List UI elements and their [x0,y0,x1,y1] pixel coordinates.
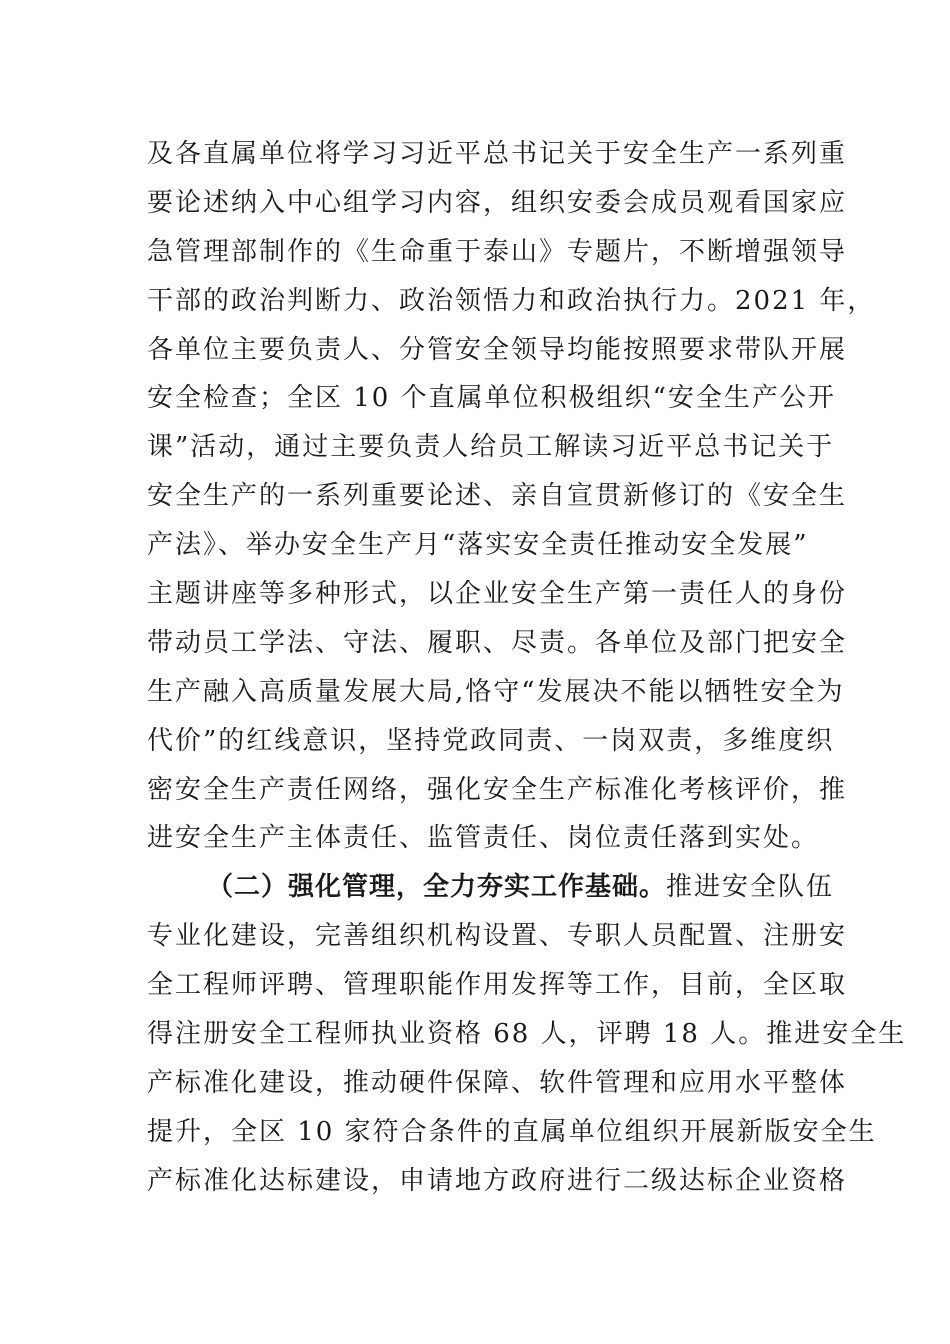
paragraph-1-line-7: 课”活动，通过主要负责人给员工解读习近平总书记关于 [147,432,835,463]
paragraph-1-line-11: 带动员工学法、守法、履职、尽责。各单位及部门把安全 [147,627,848,658]
paragraph-1-line-14: 密安全生产责任网络，强化安全生产标准化考核评价，推 [147,774,848,805]
section-heading: （二）强化管理，全力夯实工作基础。 [207,872,667,903]
paragraph-1-line-6: 安全检查；全区 10 个直属单位积极组织“安全生产公开 [147,383,836,414]
paragraph-1-line-15: 进安全生产主体责任、监管责任、岗位责任落到实处。 [147,823,820,854]
paragraph-2-line-4: 得注册安全工程师执业资格 68 人，评聘 18 人。推进安全生 [147,1019,907,1050]
paragraph-1-line-9: 产法》、举办安全生产月“落实安全责任推动安全发展” [147,530,809,561]
paragraph-2-line-5: 产标准化建设，推动硬件保障、软件管理和应用水平整体 [147,1067,848,1098]
paragraph-1-line-1: 及各直属单位将学习习近平总书记关于安全生产一系列重 [147,139,848,169]
paragraph-2-line-7: 产标准化达标建设，申请地方政府进行二级达标企业资格 [147,1165,848,1196]
paragraph-2-line-3: 全工程师评聘、管理职能作用发挥等工作，目前，全区取 [147,970,848,1001]
paragraph-1-line-5: 各单位主要负责人、分管安全领导均能按照要求带队开展 [147,334,848,365]
paragraph-2-line-1-text: 推进安全队伍 [666,872,835,903]
paragraph-1-line-3: 急管理部制作的《生命重于泰山》专题片，不断增强领导 [147,236,848,267]
paragraph-1-line-10: 主题讲座等多种形式，以企业安全生产第一责任人的身份 [147,579,848,610]
paragraph-2-line-6: 提升，全区 10 家符合条件的直属单位组织开展新版安全生 [147,1116,877,1147]
paragraph-2-first-line [147,863,835,912]
paragraph-2-line-2: 专业化建设，完善组织机构设置、专职人员配置、注册安 [147,921,848,952]
paragraph-1-line-4: 干部的政治判断力、政治领悟力和政治执行力。2021 年， [147,285,876,316]
paragraph-1-line-2: 要论述纳入中心组学习内容，组织安委会成员观看国家应 [147,187,848,218]
paragraph-1-line-12: 生产融入高质量发展大局,恪守“发展决不能以牺牲安全为 [147,676,845,707]
document-body [147,130,907,1206]
paragraph-1-line-8: 安全生产的一系列重要论述、亲自宣贯新修订的《安全生 [147,481,848,512]
paragraph-1-line-13: 代价”的红线意识，坚持党政同责、一岗双责，多维度织 [147,725,835,756]
